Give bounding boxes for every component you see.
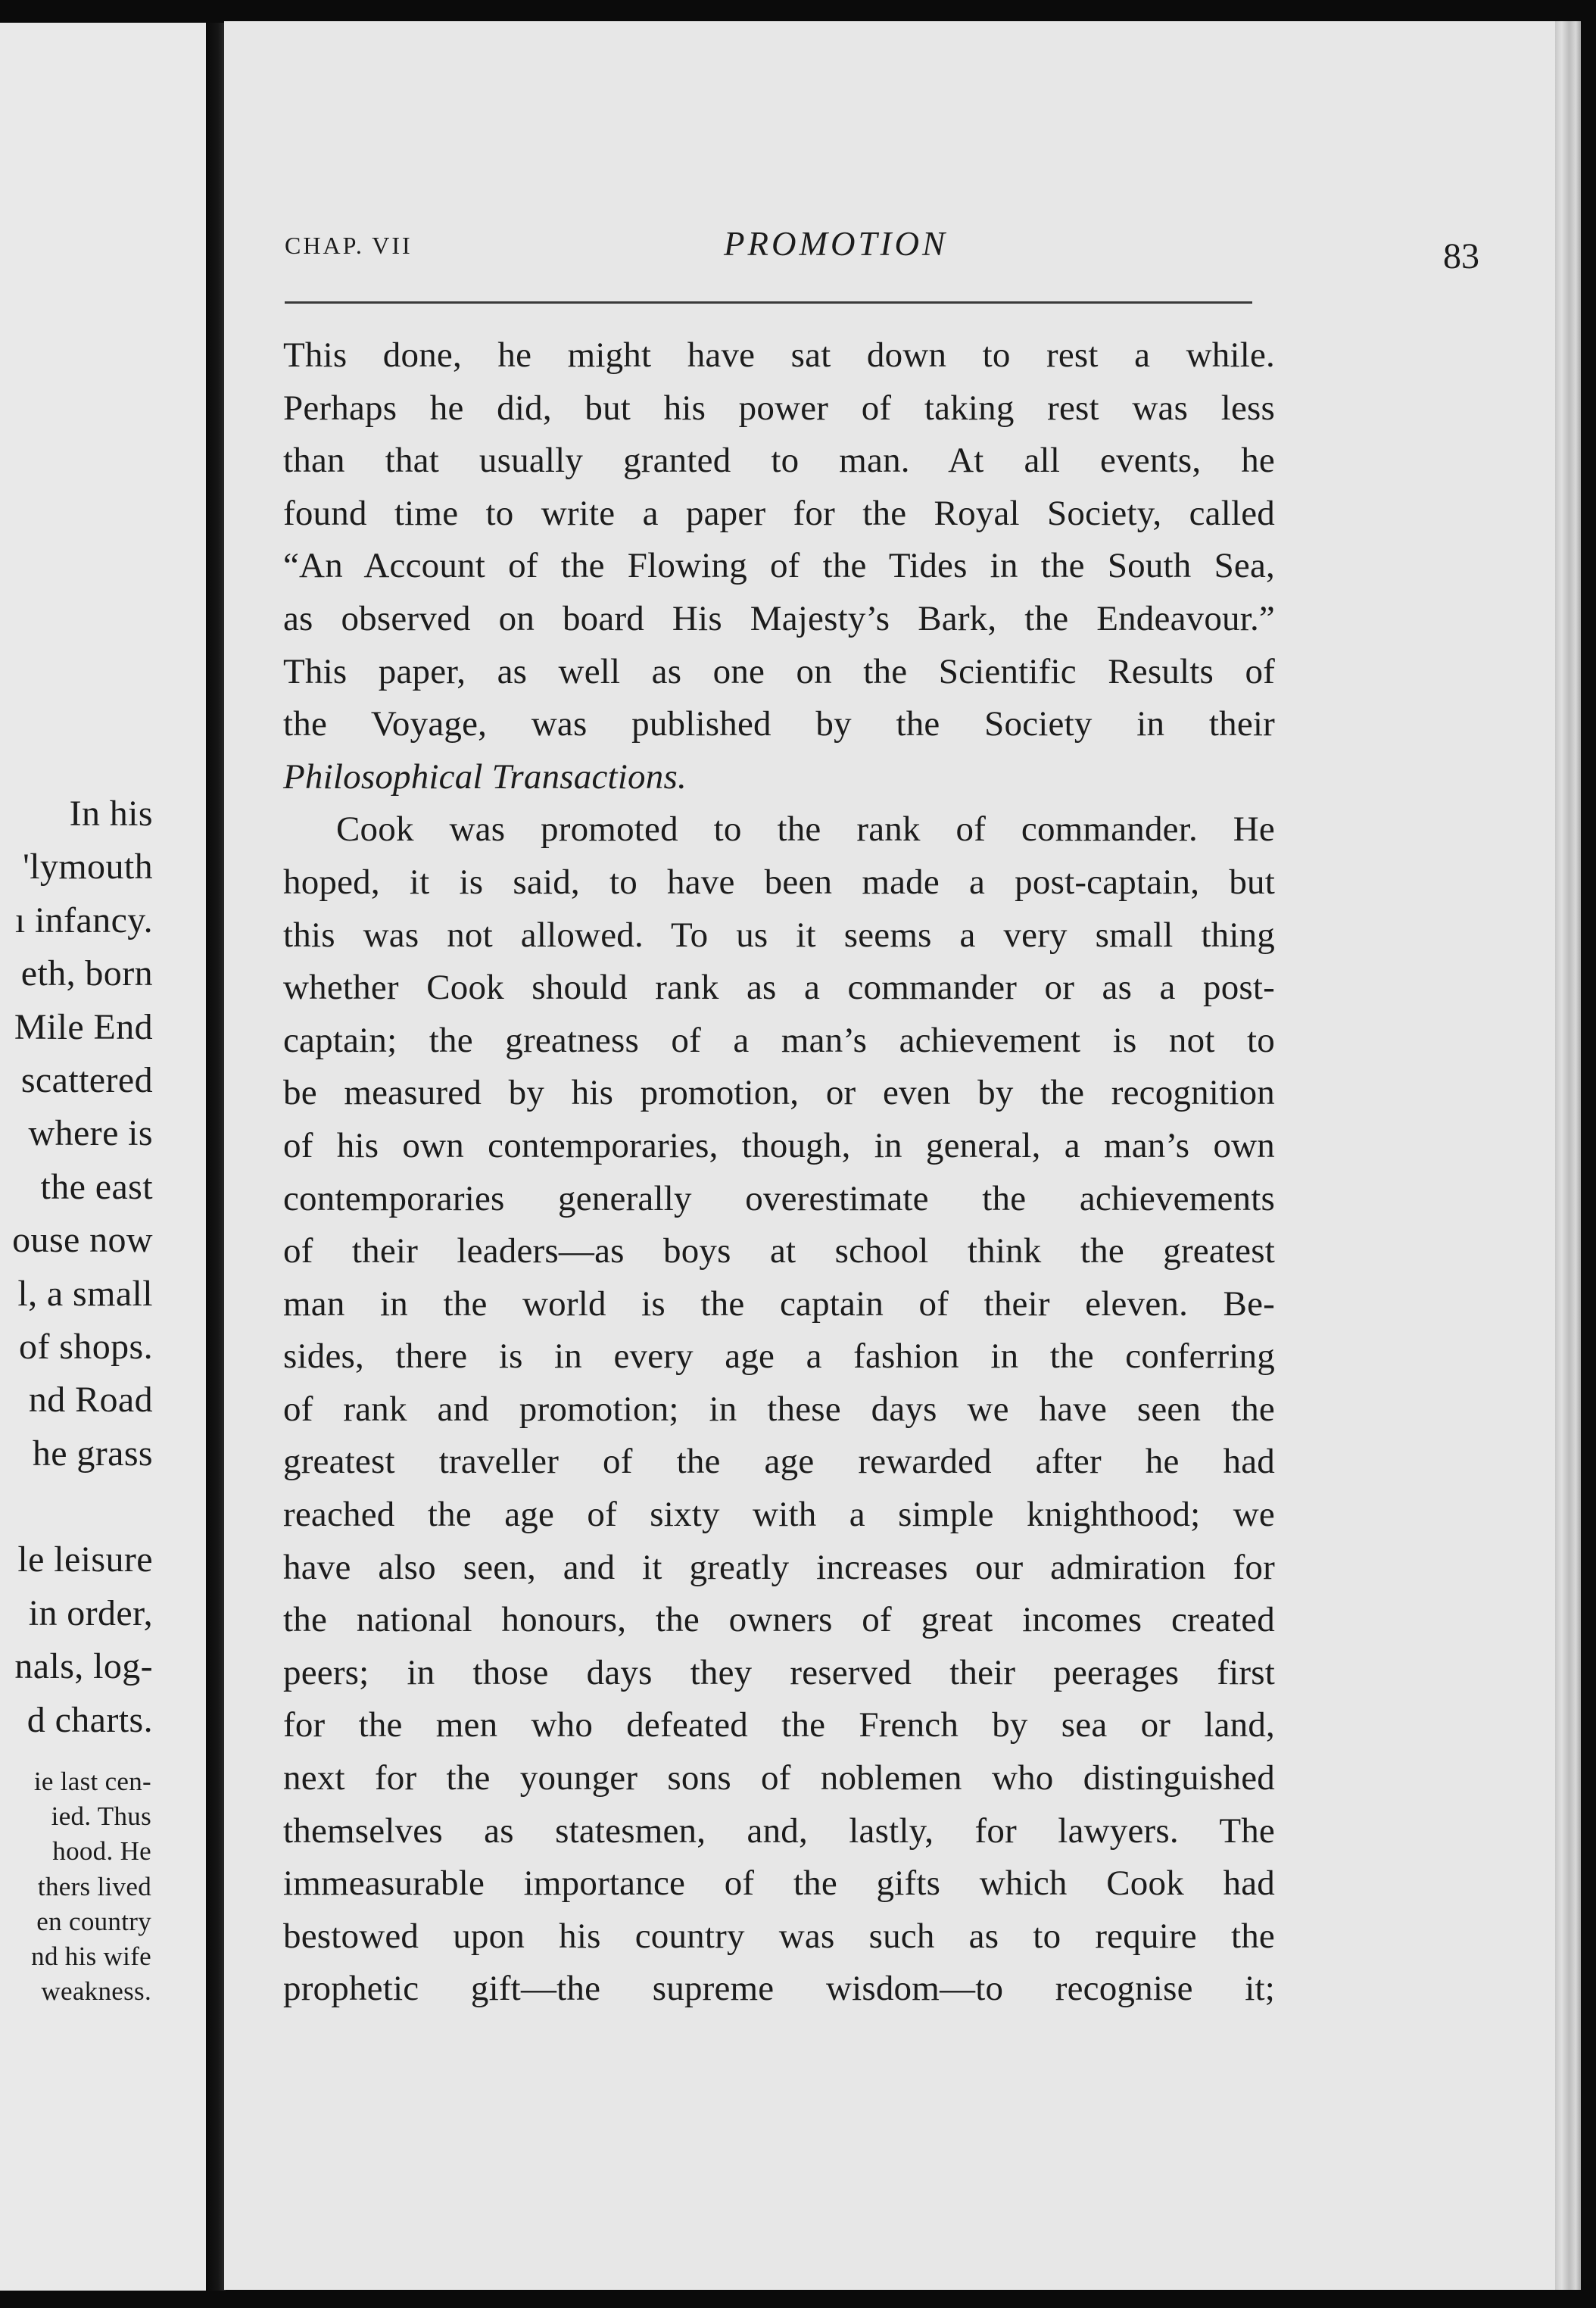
text-line: contemporaries generally overestimate the achievements <box>283 1178 1275 1218</box>
text-line: immeasurable importance of the gifts which Cook had <box>283 1864 1275 1904</box>
text-line: hoped, it is said, to have been made a post-captain, but <box>283 862 1275 902</box>
text-line: than that usually granted to man. At all events, he <box>283 441 1275 481</box>
text-line: sides, there is in every age a fashion in the conferring <box>283 1336 1275 1377</box>
text-line: next for the younger sons of noblemen who distinguished <box>283 1758 1275 1798</box>
previous-page-line: le leisure <box>17 1539 153 1580</box>
text-line: This done, he might have sat down to rest a while. <box>283 335 1275 375</box>
text-line: this was not allowed. To us it seems a very small thing <box>283 915 1275 955</box>
text-line: greatest traveller of the age rewarded after he had <box>283 1442 1275 1482</box>
footnote-line: nd his wife <box>31 1941 151 1971</box>
text-line: This paper, as well as one on the Scientific Results of <box>283 651 1275 691</box>
text-line: “An Account of the Flowing of the Tides in the South Sea, <box>283 546 1275 586</box>
previous-page-line <box>0 1480 153 1533</box>
text-line: as observed on board His Majesty’s Bark, the Endeavour.” <box>283 598 1275 638</box>
footnote-line: en country <box>36 1906 151 1936</box>
previous-page-line: scattered <box>20 1059 153 1100</box>
text-line: for the men who defeated the French by sea or land, <box>283 1705 1275 1745</box>
book-gutter <box>206 23 226 2291</box>
text-line: captain; the greatness of a man’s achievement is not to <box>283 1020 1275 1060</box>
text-line: whether Cook should rank as a commander or as a post- <box>283 968 1275 1008</box>
text-line: be measured by his promotion, or even by the recognition <box>283 1073 1275 1113</box>
page-edge <box>1555 21 1581 2290</box>
previous-page-line: of shops. <box>19 1326 153 1367</box>
text-line: the Voyage, was published by the Society in their <box>283 704 1275 744</box>
running-title: PROMOTION <box>724 225 948 263</box>
previous-page-line: he grass <box>32 1433 153 1474</box>
previous-page-footnote <box>0 1764 151 2009</box>
text-line: prophetic gift—the supreme wisdom—to recognise it; <box>283 1969 1275 2009</box>
text-line: found time to write a paper for the Royal Society, called <box>283 493 1275 533</box>
previous-page-line: ouse now <box>12 1220 153 1261</box>
running-head <box>285 209 1500 277</box>
previous-page-line: d charts. <box>26 1699 153 1740</box>
header-rule <box>285 301 1252 304</box>
text-line: bestowed upon his country was such as to require the <box>283 1916 1275 1956</box>
previous-page-text <box>0 788 153 1747</box>
footnote-line: hood. He <box>52 1836 151 1867</box>
previous-page-line: eth, born <box>20 953 153 994</box>
previous-page-fragment <box>0 23 206 2291</box>
previous-page-line: Mile End <box>14 1006 153 1047</box>
footnote-line: thers lived <box>37 1871 151 1901</box>
text-line: man in the world is the captain of their eleven. Be- <box>283 1283 1275 1324</box>
page-number: 83 <box>1443 236 1479 276</box>
chapter-label: CHAP. VII <box>285 232 413 259</box>
text-line: the national honours, the owners of great incomes created <box>283 1600 1275 1640</box>
body-text <box>283 329 1275 2016</box>
text-line: of their leaders—as boys at school think the greatest <box>283 1231 1275 1271</box>
text-line: themselves as statesmen, and, lastly, for lawyers. The <box>283 1811 1275 1851</box>
previous-page-line: the east <box>40 1166 153 1207</box>
footnote-line: ied. Thus <box>51 1801 151 1832</box>
footnote-line: weakness. <box>41 1976 151 2007</box>
text-line: reached the age of sixty with a simple knighthood; we <box>283 1495 1275 1535</box>
previous-page-line: nals, log- <box>14 1646 153 1687</box>
previous-page-line: in order, <box>28 1592 153 1633</box>
text-line: of rank and promotion; in these days we have seen the <box>283 1389 1275 1429</box>
previous-page-line: ı infancy. <box>14 900 153 940</box>
text-line: peers; in those days they reserved their peerages first <box>283 1652 1275 1692</box>
previous-page-line: In his <box>69 794 153 834</box>
previous-page-line: nd Road <box>28 1380 153 1421</box>
previous-page-line: l, a small <box>17 1273 153 1314</box>
book-page <box>224 21 1555 2290</box>
text-line: Perhaps he did, but his power of taking rest was less <box>283 388 1275 428</box>
previous-page-line: 'lymouth <box>23 847 153 887</box>
text-line: of his own contemporaries, though, in general, a man’s own <box>283 1125 1275 1165</box>
previous-page-line: where is <box>28 1113 153 1154</box>
footnote-line: ie last cen- <box>33 1767 151 1796</box>
text-line: Philosophical Transactions. <box>283 756 687 797</box>
paragraph-start-line: Cook was promoted to the rank of commander. He <box>336 809 1275 850</box>
text-line: have also seen, and it greatly increases our admiration for <box>283 1547 1275 1587</box>
